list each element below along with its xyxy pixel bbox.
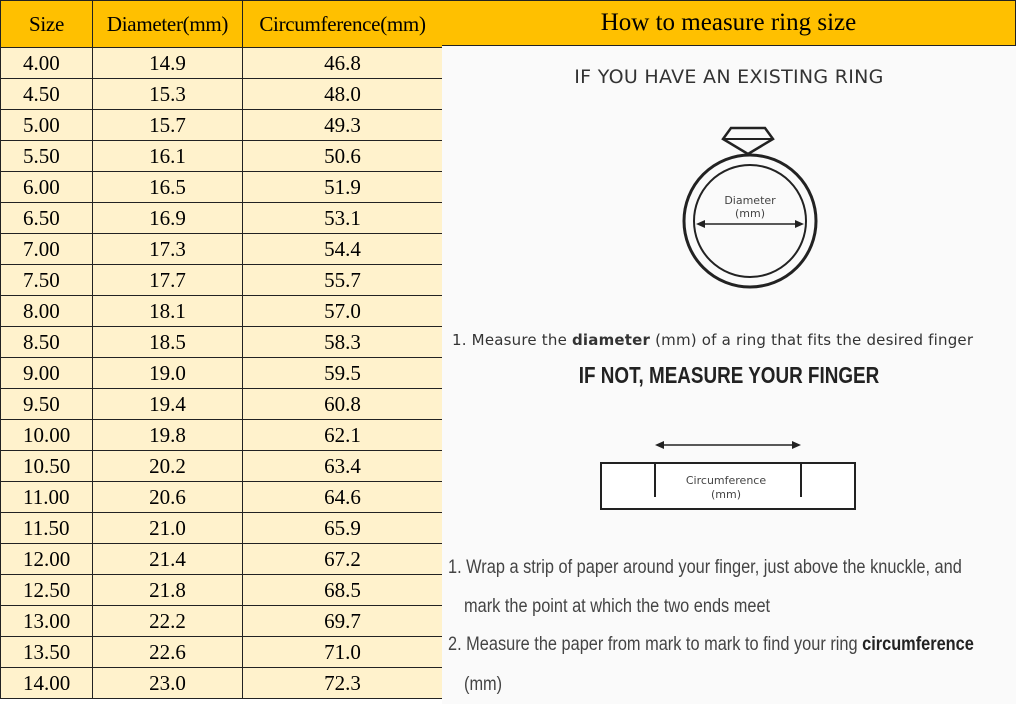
step1-prefix: 1. Measure the: [452, 331, 572, 349]
ring-diagram: [442, 46, 1016, 306]
size-cell: 4.00: [1, 48, 93, 79]
size-cell: 6.00: [1, 172, 93, 203]
circumference-cell: 46.8: [243, 48, 443, 79]
step1-instruction: [452, 331, 973, 349]
circumference-cell: 65.9: [243, 513, 443, 544]
wrap-step2-prefix: 2. Measure the paper from mark to mark to find your ring: [448, 634, 863, 655]
existing-ring-heading: IF YOU HAVE AN EXISTING RING: [574, 66, 884, 88]
table-row: [1, 575, 443, 606]
circumference-cell: 69.7: [243, 606, 443, 637]
diameter-cell: 16.1: [93, 141, 243, 172]
size-cell: 11.50: [1, 513, 93, 544]
circumference-label: Circumference: [685, 474, 767, 487]
step1-bold: diameter: [571, 331, 651, 349]
wrap-step1-line2: mark the point at which the two ends meet: [464, 596, 771, 617]
table-row: [1, 482, 443, 513]
diameter-unit-label: (mm): [734, 207, 766, 220]
table-row: [1, 296, 443, 327]
table-body: [1, 48, 443, 699]
ring-size-table: [0, 0, 443, 699]
size-cell: 12.50: [1, 575, 93, 606]
wrap-step1-line1: 1. Wrap a strip of paper around your finger, just above the knuckle, and: [448, 557, 962, 578]
diameter-cell: 18.1: [93, 296, 243, 327]
circumference-cell: 57.0: [243, 296, 443, 327]
diameter-cell: 18.5: [93, 327, 243, 358]
circumference-cell: 71.0: [243, 637, 443, 668]
circumference-cell: 68.5: [243, 575, 443, 606]
size-column-header: Size: [1, 1, 93, 48]
table-row: [1, 327, 443, 358]
diameter-cell: 19.0: [93, 358, 243, 389]
diameter-cell: 20.2: [93, 451, 243, 482]
size-cell: 10.00: [1, 420, 93, 451]
diameter-label: Diameter: [724, 194, 776, 207]
wrap-step2-line2: (mm): [464, 674, 503, 695]
size-cell: 9.00: [1, 358, 93, 389]
circumference-cell: 63.4: [243, 451, 443, 482]
circumference-cell: 49.3: [243, 110, 443, 141]
table-row: [1, 110, 443, 141]
table-row: [1, 637, 443, 668]
table-row: [1, 141, 443, 172]
circumference-cell: 67.2: [243, 544, 443, 575]
diameter-column-header: Diameter(mm): [93, 1, 243, 48]
circumference-cell: 58.3: [243, 327, 443, 358]
diameter-cell: 16.9: [93, 203, 243, 234]
size-cell: 6.50: [1, 203, 93, 234]
measure-guide-panel: [442, 46, 1016, 704]
circumference-cell: 60.8: [243, 389, 443, 420]
diameter-cell: 19.8: [93, 420, 243, 451]
table-row: [1, 203, 443, 234]
circumference-cell: 64.6: [243, 482, 443, 513]
circumference-column-header: Circumference(mm): [243, 1, 443, 48]
table-row: [1, 265, 443, 296]
size-cell: 13.50: [1, 637, 93, 668]
circumference-cell: 53.1: [243, 203, 443, 234]
diameter-cell: 21.0: [93, 513, 243, 544]
table-row: [1, 451, 443, 482]
circumference-cell: 48.0: [243, 79, 443, 110]
circumference-cell: 51.9: [243, 172, 443, 203]
finger-heading: IF NOT, MEASURE YOUR FINGER: [578, 362, 880, 388]
table-row: [1, 172, 443, 203]
size-cell: 7.00: [1, 234, 93, 265]
table-header-row: [1, 1, 443, 48]
table-row: [1, 668, 443, 699]
size-cell: 9.50: [1, 389, 93, 420]
diameter-cell: 17.3: [93, 234, 243, 265]
diameter-cell: 22.2: [93, 606, 243, 637]
size-cell: 13.00: [1, 606, 93, 637]
step1-suffix: (mm) of a ring that fits the desired finger: [650, 331, 974, 349]
diameter-cell: 14.9: [93, 48, 243, 79]
circumference-cell: 59.5: [243, 358, 443, 389]
diameter-cell: 19.4: [93, 389, 243, 420]
paper-strip-diagram: [442, 426, 1016, 556]
diamond-icon: [723, 128, 773, 154]
table-row: [1, 48, 443, 79]
diameter-cell: 22.6: [93, 637, 243, 668]
ring-inner-circle: [694, 165, 806, 277]
diameter-cell: 20.6: [93, 482, 243, 513]
size-cell: 8.50: [1, 327, 93, 358]
circumference-cell: 54.4: [243, 234, 443, 265]
table-row: [1, 358, 443, 389]
circumference-cell: 50.6: [243, 141, 443, 172]
table-row: [1, 544, 443, 575]
table-row: [1, 606, 443, 637]
circumference-cell: 55.7: [243, 265, 443, 296]
diameter-cell: 21.4: [93, 544, 243, 575]
size-cell: 11.00: [1, 482, 93, 513]
diameter-cell: 15.3: [93, 79, 243, 110]
diameter-cell: 23.0: [93, 668, 243, 699]
table-row: [1, 389, 443, 420]
table-row: [1, 513, 443, 544]
wrap-step2-bold: circumference: [862, 634, 974, 655]
diameter-cell: 17.7: [93, 265, 243, 296]
guide-title: How to measure ring size: [442, 0, 1016, 46]
size-cell: 8.00: [1, 296, 93, 327]
table-row: [1, 79, 443, 110]
size-cell: 5.50: [1, 141, 93, 172]
circumference-cell: 62.1: [243, 420, 443, 451]
diameter-cell: 21.8: [93, 575, 243, 606]
size-cell: 7.50: [1, 265, 93, 296]
size-cell: 10.50: [1, 451, 93, 482]
wrap-step2-line1: [448, 634, 974, 656]
table-row: [1, 234, 443, 265]
table-row: [1, 420, 443, 451]
diameter-cell: 15.7: [93, 110, 243, 141]
size-cell: 5.00: [1, 110, 93, 141]
circumference-cell: 72.3: [243, 668, 443, 699]
diameter-cell: 16.5: [93, 172, 243, 203]
circumference-unit-label: (mm): [710, 488, 742, 501]
size-cell: 14.00: [1, 668, 93, 699]
size-cell: 12.00: [1, 544, 93, 575]
size-cell: 4.50: [1, 79, 93, 110]
